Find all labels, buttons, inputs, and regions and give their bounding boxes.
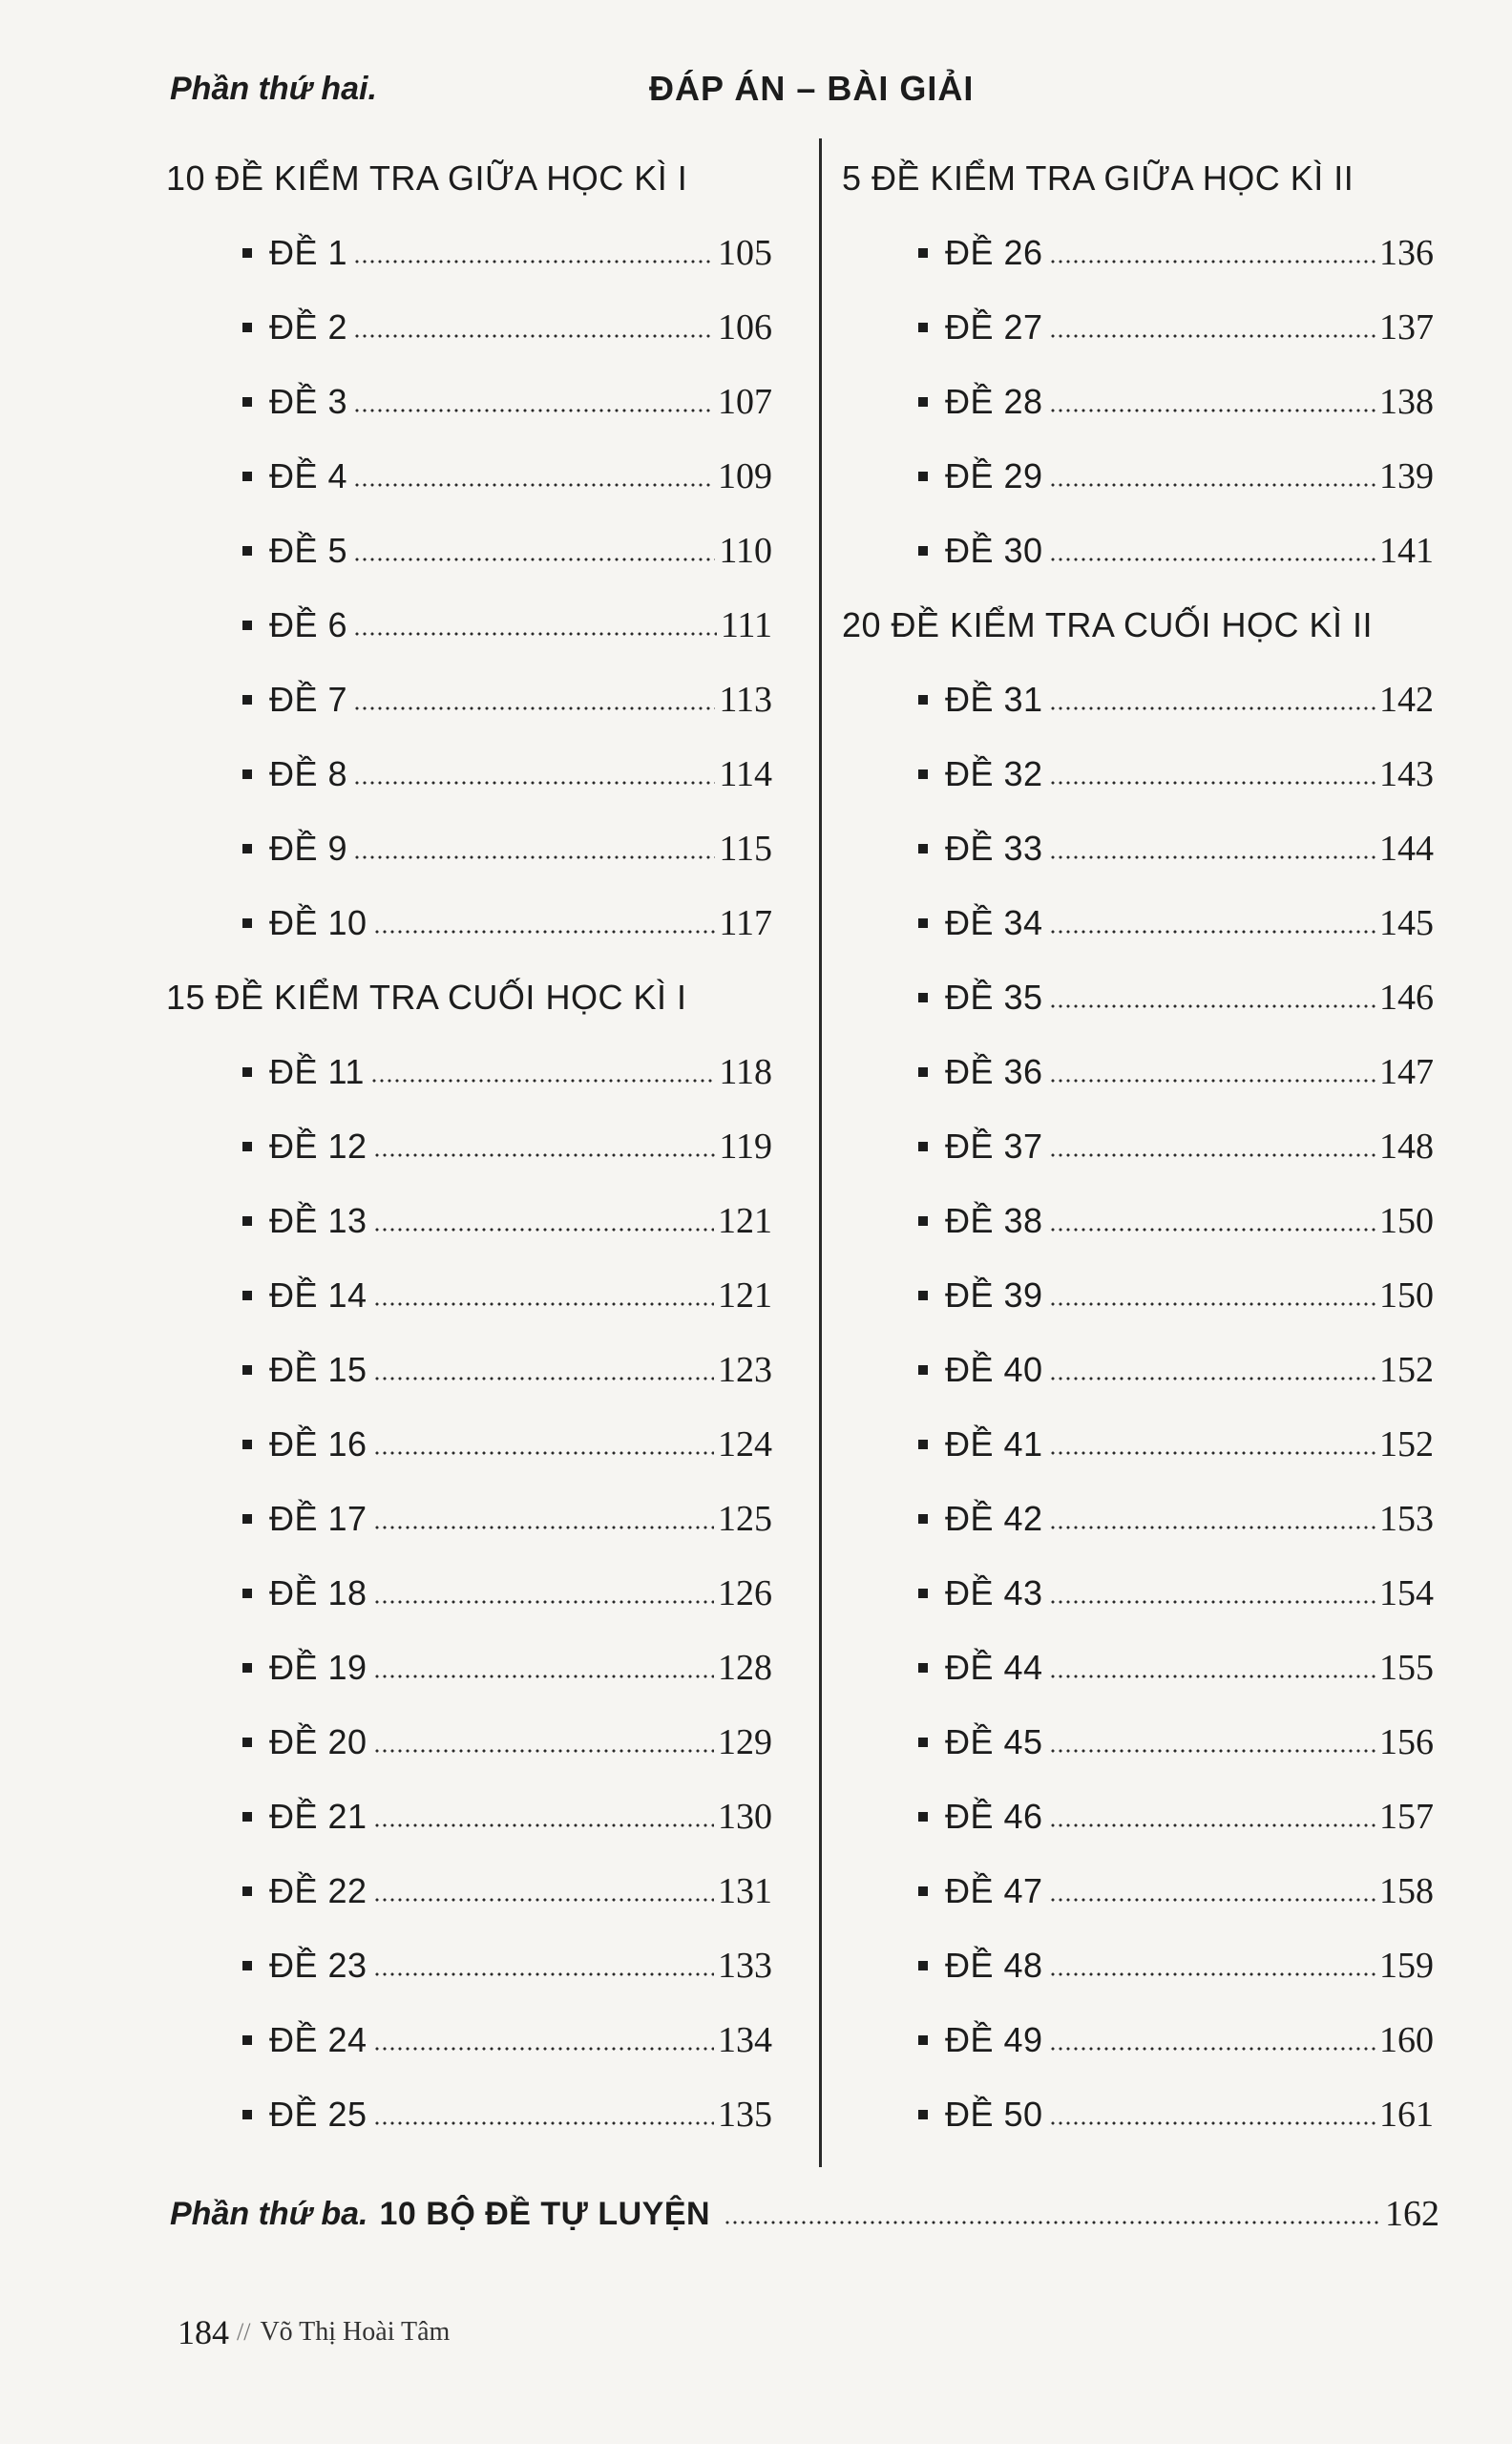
dot-leader bbox=[1049, 1674, 1376, 1679]
dot-leader bbox=[373, 1822, 714, 1828]
bullet-icon bbox=[242, 248, 252, 258]
bullet-icon bbox=[242, 1589, 252, 1598]
page-title: ĐÁP ÁN – BÀI GIẢI bbox=[649, 69, 975, 108]
bullet-icon bbox=[242, 695, 252, 705]
entry-label: ĐỀ 5 bbox=[269, 531, 348, 570]
bullet-icon bbox=[918, 769, 928, 779]
bullet-icon bbox=[242, 546, 252, 556]
page-number: 137 bbox=[1379, 307, 1434, 348]
dot-leader bbox=[1049, 1897, 1376, 1903]
page-number: 138 bbox=[1379, 382, 1434, 422]
entry-label: ĐỀ 8 bbox=[269, 754, 348, 793]
dot-leader bbox=[1049, 1450, 1376, 1456]
bullet-icon bbox=[918, 1812, 928, 1822]
entry-label: ĐỀ 23 bbox=[269, 1946, 368, 1985]
dot-leader bbox=[353, 706, 715, 711]
dot-leader bbox=[1049, 1599, 1376, 1605]
toc-entry[interactable] bbox=[842, 1407, 1434, 1482]
dot-leader bbox=[1049, 929, 1376, 935]
page-number: 114 bbox=[719, 754, 772, 794]
page-number: 135 bbox=[718, 2095, 772, 2135]
bullet-icon bbox=[918, 1663, 928, 1673]
page-number: 130 bbox=[718, 1797, 772, 1837]
page-number: 153 bbox=[1379, 1499, 1434, 1539]
dot-leader bbox=[1049, 2046, 1376, 2052]
dot-leader bbox=[1049, 854, 1376, 860]
entry-label: ĐỀ 36 bbox=[945, 1052, 1043, 1091]
entry-label: ĐỀ 26 bbox=[945, 233, 1043, 272]
bullet-icon bbox=[918, 1291, 928, 1300]
page-number: 113 bbox=[719, 680, 772, 720]
part-label: Phần thứ hai. bbox=[170, 71, 377, 107]
page-number: 147 bbox=[1379, 1052, 1434, 1092]
toc-entry[interactable] bbox=[166, 216, 772, 290]
toc-entry[interactable] bbox=[842, 1631, 1434, 1705]
toc-entry[interactable] bbox=[166, 811, 772, 886]
entry-label: ĐỀ 29 bbox=[945, 456, 1043, 495]
entry-label: ĐỀ 39 bbox=[945, 1275, 1043, 1315]
dot-leader bbox=[353, 557, 715, 562]
toc-entry[interactable] bbox=[166, 1705, 772, 1780]
bullet-icon bbox=[242, 2035, 252, 2045]
bullet-icon bbox=[918, 844, 928, 853]
dot-leader bbox=[353, 854, 715, 860]
bullet-icon bbox=[242, 1812, 252, 1822]
page-number: 106 bbox=[718, 307, 772, 348]
entry-label: ĐỀ 43 bbox=[945, 1573, 1043, 1612]
entry-label: ĐỀ 6 bbox=[269, 605, 348, 644]
bullet-icon bbox=[242, 1291, 252, 1300]
toc-entry[interactable] bbox=[166, 290, 772, 365]
bullet-icon bbox=[918, 397, 928, 407]
toc-entry[interactable] bbox=[166, 1854, 772, 1928]
page-number: 125 bbox=[718, 1499, 772, 1539]
toc-entry[interactable] bbox=[166, 514, 772, 588]
entry-label: ĐỀ 44 bbox=[945, 1648, 1043, 1687]
dot-leader bbox=[373, 929, 716, 935]
entry-label: ĐỀ 4 bbox=[269, 456, 348, 495]
toc-entry[interactable] bbox=[166, 1556, 772, 1631]
dot-leader bbox=[370, 1078, 716, 1084]
toc-entry[interactable] bbox=[166, 1928, 772, 2003]
dot-leader bbox=[373, 1301, 714, 1307]
page-number: 155 bbox=[1379, 1648, 1434, 1688]
toc-entry[interactable] bbox=[842, 1035, 1434, 1109]
page-number: 144 bbox=[1379, 829, 1434, 869]
page-number: 160 bbox=[1379, 2020, 1434, 2060]
dot-leader bbox=[1049, 482, 1376, 488]
separator-icon: // bbox=[237, 2318, 251, 2346]
entry-label: ĐỀ 10 bbox=[269, 903, 368, 942]
dot-leader bbox=[1049, 1227, 1376, 1233]
page-number: 145 bbox=[1379, 903, 1434, 943]
bullet-icon bbox=[918, 472, 928, 481]
entry-label: ĐỀ 33 bbox=[945, 829, 1043, 868]
bullet-icon bbox=[242, 472, 252, 481]
page-number: 124 bbox=[718, 1424, 772, 1464]
toc-entry[interactable] bbox=[842, 1482, 1434, 1556]
entry-label: ĐỀ 24 bbox=[269, 2020, 368, 2059]
entry-label: ĐỀ 41 bbox=[945, 1424, 1043, 1464]
page-number: 133 bbox=[718, 1946, 772, 1986]
folio-number: 184 bbox=[178, 2313, 229, 2351]
bullet-icon bbox=[242, 1738, 252, 1747]
dot-leader bbox=[373, 1971, 714, 1977]
dot-leader bbox=[724, 2220, 1381, 2225]
entry-label: ĐỀ 17 bbox=[269, 1499, 368, 1538]
section-heading: 5 ĐỀ KIỂM TRA GIỮA HỌC KÌ II bbox=[842, 158, 1354, 198]
entry-label: ĐỀ 16 bbox=[269, 1424, 368, 1464]
dot-leader bbox=[1049, 408, 1376, 413]
toc-entry[interactable] bbox=[842, 365, 1434, 439]
entry-label: ĐỀ 11 bbox=[269, 1052, 365, 1091]
page-number: 126 bbox=[718, 1573, 772, 1613]
toc-entry[interactable] bbox=[166, 663, 772, 737]
dot-leader bbox=[1049, 259, 1376, 264]
section-heading: 15 ĐỀ KIỂM TRA CUỐI HỌC KÌ I bbox=[166, 978, 687, 1017]
page-number: 134 bbox=[718, 2020, 772, 2060]
section-heading: 10 ĐỀ KIỂM TRA GIỮA HỌC KÌ I bbox=[166, 158, 688, 198]
bullet-icon bbox=[242, 323, 252, 332]
entry-label: ĐỀ 22 bbox=[269, 1871, 368, 1910]
page-number: 158 bbox=[1379, 1871, 1434, 1911]
dot-leader bbox=[1049, 1376, 1376, 1381]
entry-label: ĐỀ 34 bbox=[945, 903, 1043, 942]
dot-leader bbox=[373, 1599, 714, 1605]
page-number: 157 bbox=[1379, 1797, 1434, 1837]
part-label: Phần thứ ba. bbox=[170, 2195, 368, 2232]
entry-label: ĐỀ 30 bbox=[945, 531, 1043, 570]
bullet-icon bbox=[242, 769, 252, 779]
bullet-icon bbox=[918, 993, 928, 1002]
page-number: 141 bbox=[1379, 531, 1434, 571]
page-number: 146 bbox=[1379, 978, 1434, 1018]
page-number: 152 bbox=[1379, 1424, 1434, 1464]
page-number: 162 bbox=[1385, 2194, 1439, 2234]
entry-label: ĐỀ 19 bbox=[269, 1648, 368, 1687]
bullet-icon bbox=[918, 1961, 928, 1970]
toc-entry[interactable] bbox=[166, 588, 772, 663]
dot-leader bbox=[1049, 1525, 1376, 1530]
toc-entry[interactable] bbox=[842, 737, 1434, 811]
bullet-icon bbox=[242, 1663, 252, 1673]
bullet-icon bbox=[242, 2110, 252, 2119]
entry-label: ĐỀ 46 bbox=[945, 1797, 1043, 1836]
entry-label: ĐỀ 15 bbox=[269, 1350, 368, 1389]
bullet-icon bbox=[242, 1961, 252, 1970]
bullet-icon bbox=[918, 918, 928, 928]
toc-entry[interactable] bbox=[166, 2077, 772, 2152]
dot-leader bbox=[373, 1674, 714, 1679]
toc-entry[interactable] bbox=[842, 290, 1434, 365]
entry-label: ĐỀ 40 bbox=[945, 1350, 1043, 1389]
toc-entry[interactable] bbox=[842, 811, 1434, 886]
entry-label: ĐỀ 47 bbox=[945, 1871, 1043, 1910]
dot-leader bbox=[353, 333, 714, 339]
toc-entry[interactable] bbox=[166, 1333, 772, 1407]
page-number: 128 bbox=[718, 1648, 772, 1688]
page-number: 143 bbox=[1379, 754, 1434, 794]
bullet-icon bbox=[918, 1440, 928, 1449]
entry-label: ĐỀ 32 bbox=[945, 754, 1043, 793]
toc-entry-part-three[interactable] bbox=[170, 2181, 1439, 2247]
toc-entry[interactable] bbox=[842, 663, 1434, 737]
toc-entry[interactable] bbox=[842, 1333, 1434, 1407]
page-header bbox=[0, 65, 1512, 122]
toc-entry[interactable] bbox=[842, 1780, 1434, 1854]
bullet-icon bbox=[242, 1216, 252, 1226]
dot-leader bbox=[373, 2120, 714, 2126]
dot-leader bbox=[1049, 2120, 1376, 2126]
bullet-icon bbox=[918, 1589, 928, 1598]
page-number: 152 bbox=[1379, 1350, 1434, 1390]
toc-entry[interactable] bbox=[842, 1556, 1434, 1631]
dot-leader bbox=[353, 259, 714, 264]
bullet-icon bbox=[242, 918, 252, 928]
entry-label: ĐỀ 45 bbox=[945, 1722, 1043, 1761]
section-title: 10 BỘ ĐỀ TỰ LUYỆN bbox=[379, 2195, 711, 2232]
entry-label: ĐỀ 28 bbox=[945, 382, 1043, 421]
toc-entry[interactable] bbox=[166, 1035, 772, 1109]
author-name: Võ Thị Hoài Tâm bbox=[260, 2317, 451, 2347]
bullet-icon bbox=[242, 1142, 252, 1151]
page-footer bbox=[178, 2308, 450, 2356]
dot-leader bbox=[1049, 1152, 1376, 1158]
dot-leader bbox=[373, 2046, 714, 2052]
toc-entry[interactable] bbox=[166, 737, 772, 811]
page-number: 139 bbox=[1379, 456, 1434, 496]
bullet-icon bbox=[242, 1067, 252, 1077]
entry-label: ĐỀ 12 bbox=[269, 1127, 368, 1166]
page-number: 105 bbox=[718, 233, 772, 273]
toc-entry[interactable] bbox=[842, 886, 1434, 960]
toc-entry[interactable] bbox=[166, 365, 772, 439]
entry-label: ĐỀ 14 bbox=[269, 1275, 368, 1315]
bullet-icon bbox=[918, 1067, 928, 1077]
page-number: 148 bbox=[1379, 1127, 1434, 1167]
bullet-icon bbox=[918, 546, 928, 556]
entry-label: ĐỀ 18 bbox=[269, 1573, 368, 1612]
bullet-icon bbox=[918, 323, 928, 332]
toc-entry[interactable] bbox=[166, 1631, 772, 1705]
bullet-icon bbox=[918, 1514, 928, 1524]
dot-leader bbox=[1049, 1003, 1376, 1009]
entry-label: ĐỀ 38 bbox=[945, 1201, 1043, 1240]
column-divider bbox=[819, 138, 822, 2167]
dot-leader bbox=[353, 408, 714, 413]
toc-entry[interactable] bbox=[842, 1258, 1434, 1333]
dot-leader bbox=[373, 1897, 714, 1903]
bullet-icon bbox=[242, 1886, 252, 1896]
bullet-icon bbox=[918, 1365, 928, 1375]
dot-leader bbox=[1049, 780, 1376, 786]
dot-leader bbox=[1049, 706, 1376, 711]
dot-leader bbox=[1049, 1971, 1376, 1977]
entry-label: ĐỀ 35 bbox=[945, 978, 1043, 1017]
page-number: 115 bbox=[719, 829, 772, 869]
dot-leader bbox=[1049, 1301, 1376, 1307]
toc-entry[interactable] bbox=[166, 439, 772, 514]
entry-label: ĐỀ 2 bbox=[269, 307, 348, 347]
dot-leader bbox=[373, 1525, 714, 1530]
toc-entry[interactable] bbox=[842, 1928, 1434, 2003]
toc-entry[interactable] bbox=[842, 1705, 1434, 1780]
entry-label: ĐỀ 9 bbox=[269, 829, 348, 868]
entry-label: ĐỀ 50 bbox=[945, 2095, 1043, 2134]
bullet-icon bbox=[918, 1738, 928, 1747]
dot-leader bbox=[373, 1450, 714, 1456]
dot-leader bbox=[353, 780, 715, 786]
bullet-icon bbox=[242, 397, 252, 407]
entry-label: ĐỀ 21 bbox=[269, 1797, 368, 1836]
entry-label: ĐỀ 25 bbox=[269, 2095, 368, 2134]
toc-entry[interactable] bbox=[842, 216, 1434, 290]
page-number: 129 bbox=[718, 1722, 772, 1762]
page-number: 159 bbox=[1379, 1946, 1434, 1986]
page-number: 119 bbox=[719, 1127, 772, 1167]
dot-leader bbox=[353, 631, 717, 637]
page-number: 161 bbox=[1379, 2095, 1434, 2135]
bullet-icon bbox=[918, 2110, 928, 2119]
page-number: 107 bbox=[718, 382, 772, 422]
dot-leader bbox=[373, 1152, 716, 1158]
toc-entry[interactable] bbox=[166, 1258, 772, 1333]
entry-label: ĐỀ 13 bbox=[269, 1201, 368, 1240]
toc-entry[interactable] bbox=[842, 960, 1434, 1035]
bullet-icon bbox=[918, 1886, 928, 1896]
bullet-icon bbox=[242, 1514, 252, 1524]
page-number: 121 bbox=[718, 1275, 772, 1316]
entry-label: ĐỀ 49 bbox=[945, 2020, 1043, 2059]
bullet-icon bbox=[242, 844, 252, 853]
page-number: 142 bbox=[1379, 680, 1434, 720]
entry-label: ĐỀ 37 bbox=[945, 1127, 1043, 1166]
page-number: 117 bbox=[719, 903, 772, 943]
dot-leader bbox=[353, 482, 714, 488]
entry-label: ĐỀ 20 bbox=[269, 1722, 368, 1761]
toc-entry[interactable] bbox=[166, 1407, 772, 1482]
page-number: 109 bbox=[718, 456, 772, 496]
toc-entry[interactable] bbox=[842, 514, 1434, 588]
bullet-icon bbox=[918, 2035, 928, 2045]
entry-label: ĐỀ 7 bbox=[269, 680, 348, 719]
section-heading: 20 ĐỀ KIỂM TRA CUỐI HỌC KÌ II bbox=[842, 605, 1373, 644]
page-number: 136 bbox=[1379, 233, 1434, 273]
bullet-icon bbox=[918, 1216, 928, 1226]
page-number: 150 bbox=[1379, 1201, 1434, 1241]
bullet-icon bbox=[918, 248, 928, 258]
dot-leader bbox=[1049, 333, 1376, 339]
page-number: 118 bbox=[719, 1052, 772, 1092]
page-number: 123 bbox=[718, 1350, 772, 1390]
entry-label: ĐỀ 27 bbox=[945, 307, 1043, 347]
page-number: 121 bbox=[718, 1201, 772, 1241]
page-number: 110 bbox=[719, 531, 772, 571]
page-number: 156 bbox=[1379, 1722, 1434, 1762]
dot-leader bbox=[1049, 557, 1376, 562]
bullet-icon bbox=[242, 1365, 252, 1375]
page-number: 111 bbox=[720, 605, 772, 645]
page-number: 154 bbox=[1379, 1573, 1434, 1613]
toc-entry[interactable] bbox=[842, 2003, 1434, 2077]
page-number: 150 bbox=[1379, 1275, 1434, 1316]
dot-leader bbox=[373, 1748, 714, 1754]
toc-entry[interactable] bbox=[166, 1109, 772, 1184]
entry-label: ĐỀ 3 bbox=[269, 382, 348, 421]
dot-leader bbox=[373, 1227, 714, 1233]
toc-entry[interactable] bbox=[166, 2003, 772, 2077]
dot-leader bbox=[1049, 1822, 1376, 1828]
bullet-icon bbox=[242, 621, 252, 630]
left-column bbox=[166, 141, 777, 2152]
entry-label: ĐỀ 1 bbox=[269, 233, 348, 272]
toc-entry[interactable] bbox=[842, 439, 1434, 514]
entry-label: ĐỀ 31 bbox=[945, 680, 1043, 719]
page-number: 131 bbox=[718, 1871, 772, 1911]
bullet-icon bbox=[918, 695, 928, 705]
toc-entry[interactable] bbox=[166, 1780, 772, 1854]
toc-entry[interactable] bbox=[842, 1109, 1434, 1184]
entry-label: ĐỀ 42 bbox=[945, 1499, 1043, 1538]
right-column bbox=[842, 141, 1453, 2152]
toc-entry[interactable] bbox=[166, 1184, 772, 1258]
toc-entry[interactable] bbox=[842, 1184, 1434, 1258]
bullet-icon bbox=[242, 1440, 252, 1449]
entry-label: ĐỀ 48 bbox=[945, 1946, 1043, 1985]
dot-leader bbox=[373, 1376, 714, 1381]
bullet-icon bbox=[918, 1142, 928, 1151]
toc-entry[interactable] bbox=[842, 1854, 1434, 1928]
toc-entry[interactable] bbox=[166, 886, 772, 960]
toc-entry[interactable] bbox=[842, 2077, 1434, 2152]
toc-entry[interactable] bbox=[166, 1482, 772, 1556]
dot-leader bbox=[1049, 1078, 1376, 1084]
dot-leader bbox=[1049, 1748, 1376, 1754]
